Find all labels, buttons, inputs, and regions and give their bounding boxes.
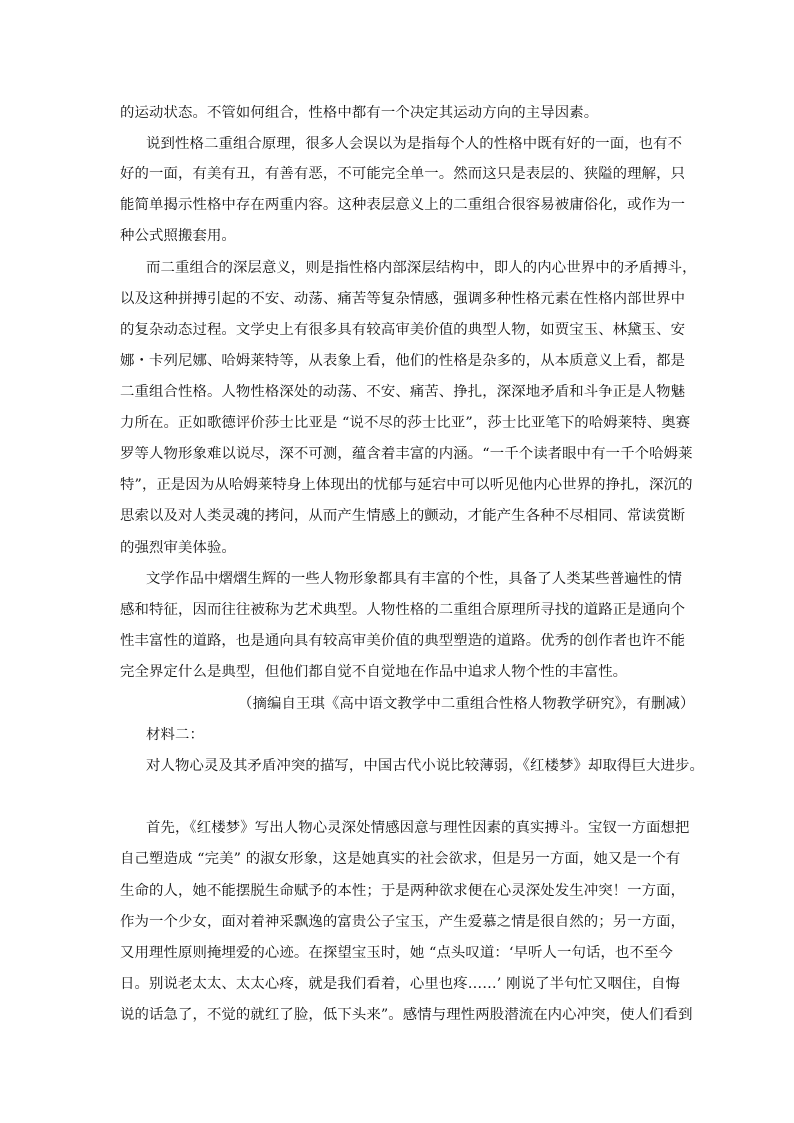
text-line: 对人物心灵及其矛盾冲突的描写，中国古代小说比较薄弱，《红楼梦》却取得巨大进步。 bbox=[146, 758, 704, 774]
text-line: 作为一个少女，面对着神采飘逸的富贵公子宝玉，产生爱慕之情是很自然的；另一方面， bbox=[120, 914, 686, 930]
text-line: 特”，正是因为从哈姆莱特身上体现出的忧郁与延宕中可以听见他内心世界的挣扎，深沉的 bbox=[120, 477, 693, 493]
text-line: 娜・卡列尼娜、哈姆莱特等，从表象上看，他们的性格是杂多的，从本质意义上看，都是 bbox=[120, 353, 686, 369]
section-heading: 材料二： bbox=[146, 727, 204, 743]
text-line: 力所在。正如歌德评价莎士比亚是 “说不尽的莎士比亚”，莎士比亚笔下的哈姆莱特、奥赛 bbox=[120, 415, 691, 431]
text-line: 感和特征，因而往往被称为艺术典型。人物性格的二重组合原理所寻找的道路正是通向个 bbox=[120, 602, 686, 618]
text-line: 完全界定什么是典型，但他们都自觉不自觉地在作品中追求人物个性的丰富性。 bbox=[120, 664, 628, 680]
text-line: 性丰富性的道路，也是通向具有较高审美价值的典型塑造的道路。优秀的创作者也许不能 bbox=[120, 633, 686, 649]
text-line: 以及这种拼搏引起的不安、动荡、痛苦等复杂情感，强调多种性格元素在性格内部世界中 bbox=[120, 291, 686, 307]
text-line: 首先，《红楼梦》写出人物心灵深处情感因意与理性因素的真实搏斗。宝钗一方面想把 bbox=[146, 820, 690, 836]
text-line: 文学作品中熠熠生辉的一些人物形象都具有丰富的个性，具备了人类某些普遍性的情 bbox=[146, 571, 683, 587]
text-line: 的运动状态。不管如何组合，性格中都有一个决定其运动方向的主导因素。 bbox=[120, 105, 599, 121]
text-line: 生命的人，她不能摆脱生命赋予的本性；于是两种欲求便在心灵深处发生冲突！一方面， bbox=[120, 883, 686, 899]
text-line: 的复杂动态过程。文学史上有很多具有较高审美价值的典型人物，如贾宝玉、林黛玉、安 bbox=[120, 322, 686, 338]
text-line: 又用理性原则掩埋爱的心迹。在探望宝玉时，她 “点头叹道：‘早听人一句话，也不至今 bbox=[120, 945, 673, 961]
text-line: 思索以及对人类灵魂的拷问，从而产生情感上的颤动，才能产生各种不尽相同、常读赏断 bbox=[120, 508, 686, 524]
text-line: 好的一面，有美有丑，有善有恶，不可能完全单一。然而这只是表层的、狭隘的理解，只 bbox=[120, 166, 686, 182]
text-line: 的强烈审美体验。 bbox=[120, 540, 236, 556]
source-citation: （摘编自王琪《高中语文教学中二重组合性格人物教学研究》，有删减） bbox=[238, 696, 695, 712]
text-line: 而二重组合的深层意义，则是指性格内部深层结构中，即人的内心世界中的矛盾搏斗， bbox=[146, 260, 697, 276]
text-line: 罗等人物形象难以说尽，深不可测，蕴含着丰富的内涵。“一千个读者眼中有一千个哈姆莱 bbox=[120, 446, 693, 462]
text-line: 能简单揭示性格中存在两重内容。这种表层意义上的二重组合很容易被庸俗化，或作为一 bbox=[120, 197, 686, 213]
text-line: 说到性格二重组合原理，很多人会误以为是指每个人的性格中既有好的一面，也有不 bbox=[146, 136, 683, 152]
text-line: 自己塑造成 “完美” 的淑女形象，这是她真实的社会欲求，但是另一方面，她又是一个有 bbox=[120, 851, 681, 867]
text-line: 二重组合性格。人物性格深处的动荡、不安、痛苦、挣扎，深深地矛盾和斗争正是人物魅 bbox=[120, 384, 686, 400]
text-line: 种公式照搬套用。 bbox=[120, 228, 236, 244]
text-line: 日。别说老太太、太太心疼，就是我们看着，心里也疼……’ 刚说了半句忙又咽住，自悔 bbox=[120, 976, 680, 992]
text-line: 说的话急了，不觉的就红了脸，低下头来”。感情与理性两股潜流在内心冲突，使人们看到 bbox=[120, 1007, 693, 1023]
